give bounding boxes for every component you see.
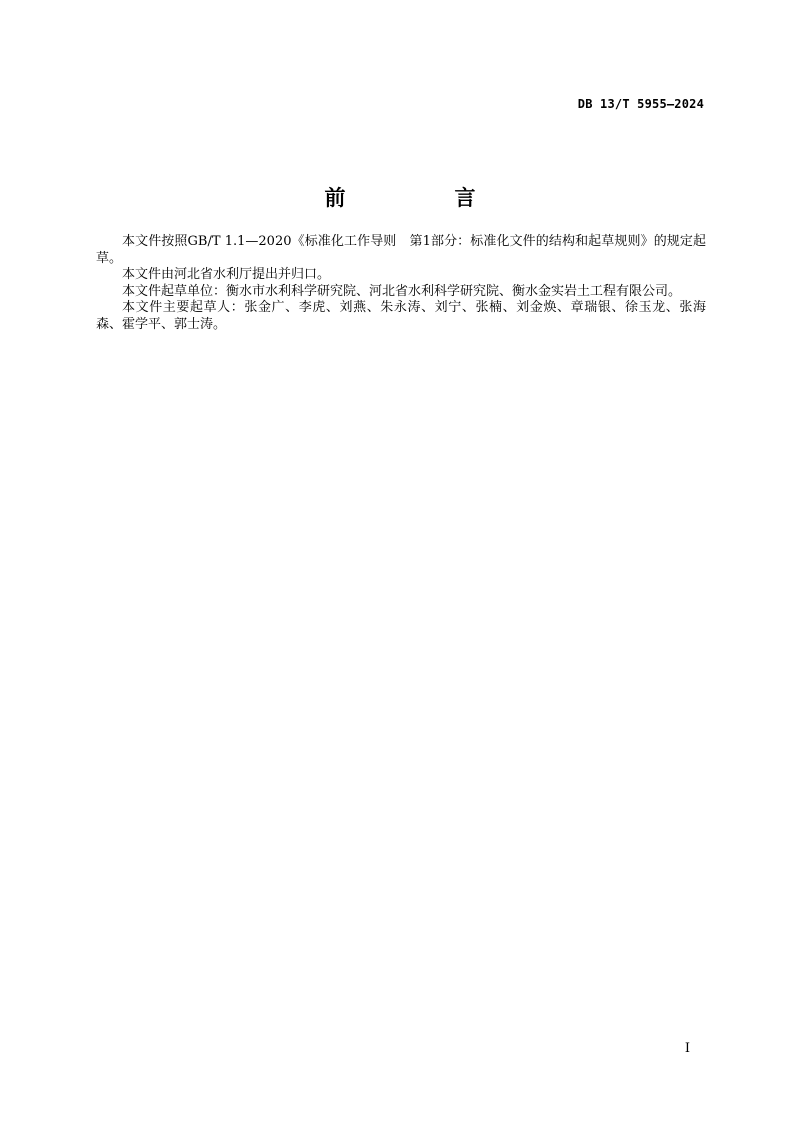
- paragraph-proposer: 本文件由河北省水利厅提出并归口。: [122, 267, 331, 282]
- paragraph-drafters: 本文件主要起草人：张金广、李虎、刘燕、朱永涛、刘宁、张楠、刘金焕、章瑞银、徐玉龙、张海森、霍学平、郭士涛。: [96, 300, 706, 332]
- foreword-body: [96, 234, 706, 333]
- section-title: 前 言: [324, 186, 520, 210]
- paragraph-drafting-units: 本文件起草单位：衡水市水利科学研究院、河北省水利科学研究院、衡水金实岩土工程有限公司。: [122, 283, 682, 299]
- document-code: DB 13/T 5955—2024: [577, 97, 704, 111]
- page-number: I: [684, 1041, 690, 1056]
- paragraph-drafting-rules: 本文件按照GB/T 1.1—2020《标准化工作导则 第1部分：标准化文件的结构和起草规则》的规定起草。: [96, 234, 706, 266]
